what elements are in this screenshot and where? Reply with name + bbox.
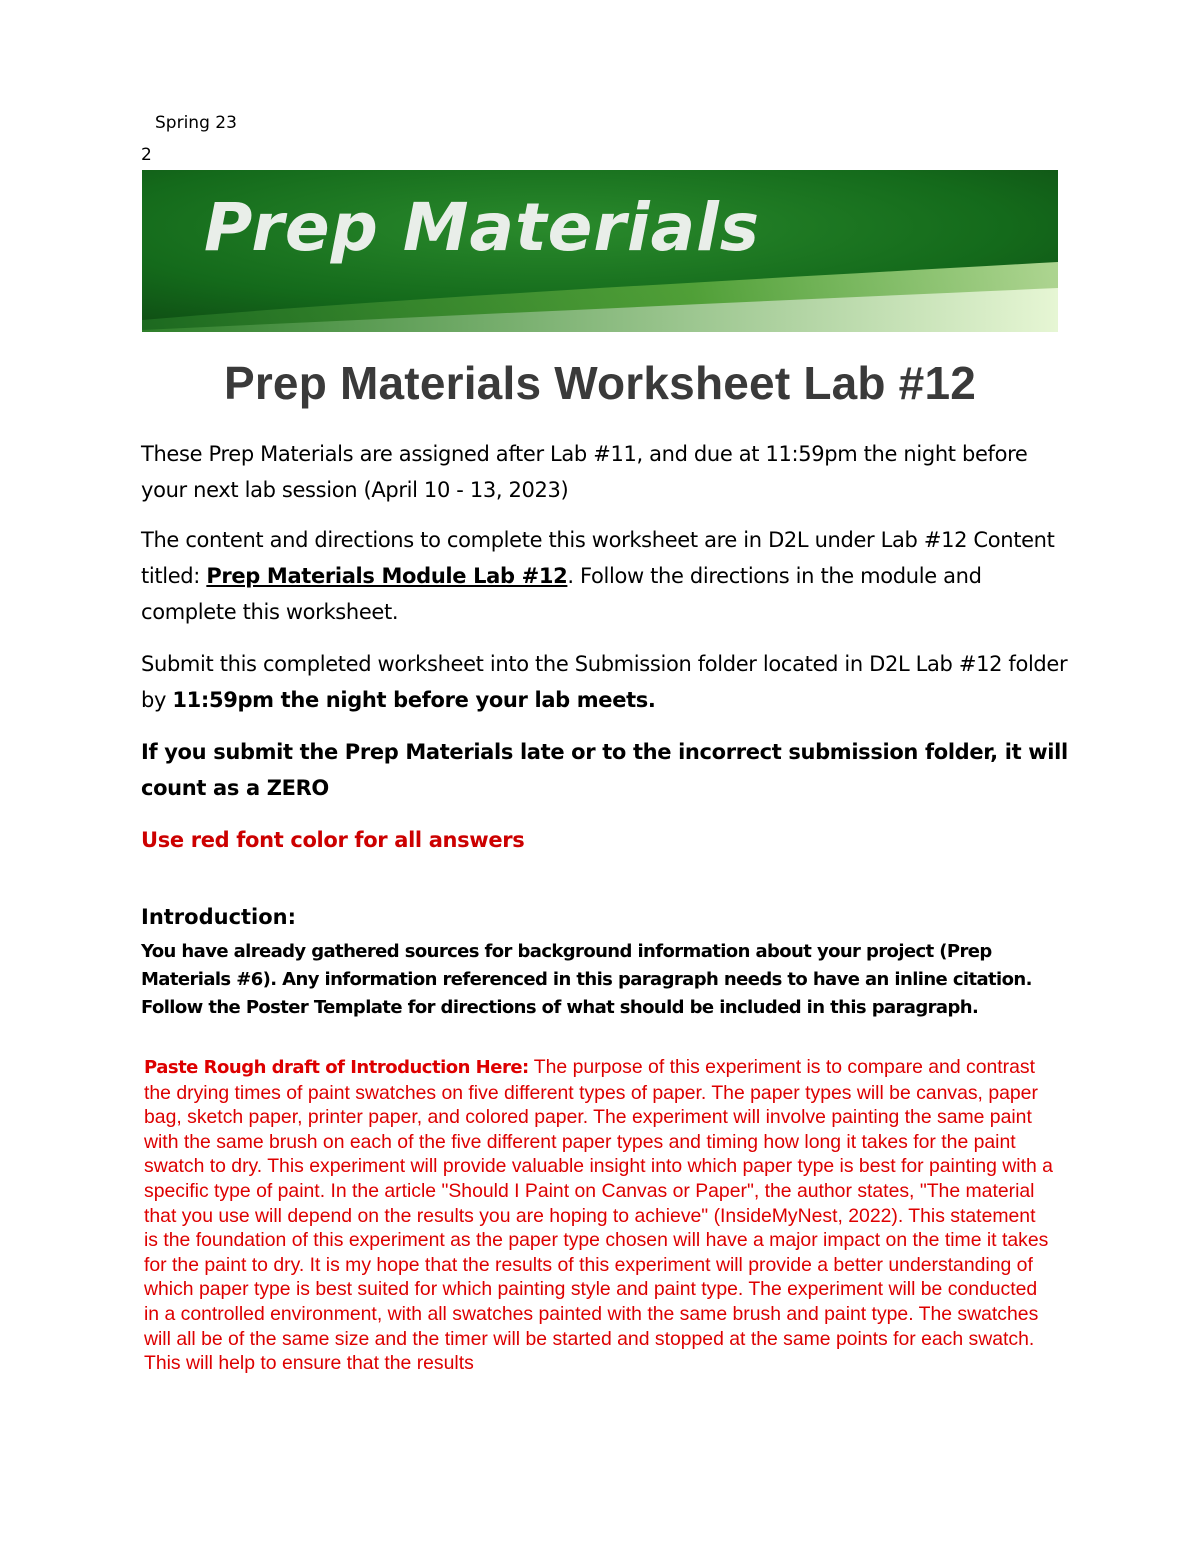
submission-deadline: 11:59pm the night before your lab meets. <box>172 688 656 712</box>
directions-text: The content and directions to complete this worksheet are in D2L under Lab #12 Content titled: <box>141 528 1055 588</box>
submission-text: Submit this completed worksheet into the Submission folder located in D2L Lab #12 folder by <box>141 652 1068 712</box>
directions-text-end: . Follow the directions in the module and complete this worksheet. <box>141 564 982 624</box>
directions-paragraph <box>141 522 1071 630</box>
header-term: Spring 23 <box>155 113 237 133</box>
introduction-answer <box>144 1055 1054 1376</box>
page-title: Prep Materials Worksheet Lab #12 <box>223 357 977 409</box>
late-warning: If you submit the Prep Materials late or to the incorrect submission folder, it will count as a ZERO <box>141 740 1068 800</box>
red-font-instruction: Use red font color for all answers <box>141 828 525 852</box>
answer-text: The purpose of this experiment is to compare and contrast the drying times of paint swatches on five different types of paper. The paper types will be canvas, paper bag, sketch paper, printer paper, and colored paper. The experiment will involve painting the same paint with the same brush on each of the five different paper types and timing how long it takes for the paint swatch to dry. This experiment will provide valuable insight into which paper type is best for painting with a specific type of paint. In the article "Should I Paint on Canvas or Paper", the author states, "The material that you use will depend on the results you are hoping to achieve" (InsideMyNest, 2022). This statement is the foundation of this experiment as the paper type chosen will have a major impact on the time it takes for the paint to dry. It is my hope that the results of this experiment will provide a better understanding of which paper type is best suited for which painting style and paint type. The experiment will be conducted in a controlled environment, with all swatches painted with the same brush and paint type. The swatches will all be of the same size and the timer will be started and stopped at the same points for each swatch. This will help to ensure that the results <box>144 1056 1053 1375</box>
answer-label: Paste Rough draft of Introduction Here: <box>144 1057 529 1078</box>
module-link[interactable]: Prep Materials Module Lab #12 <box>206 564 568 588</box>
submission-paragraph <box>141 646 1071 718</box>
banner-text: Prep Materials <box>204 189 761 266</box>
prep-materials-banner <box>142 170 1058 332</box>
due-info-paragraph: These Prep Materials are assigned after Lab #11, and due at 11:59pm the night before your next lab session (April 10 - 13, 2023) <box>141 442 1028 502</box>
page-number: 2 <box>141 145 152 165</box>
introduction-instructions: You have already gathered sources for background information about your project (Prep Materials #6). Any information referenced in this paragraph needs to have an inline citation. Follow the Poster Template for directions of what should be included in this paragraph. <box>141 941 1032 1018</box>
introduction-heading: Introduction: <box>141 905 297 929</box>
